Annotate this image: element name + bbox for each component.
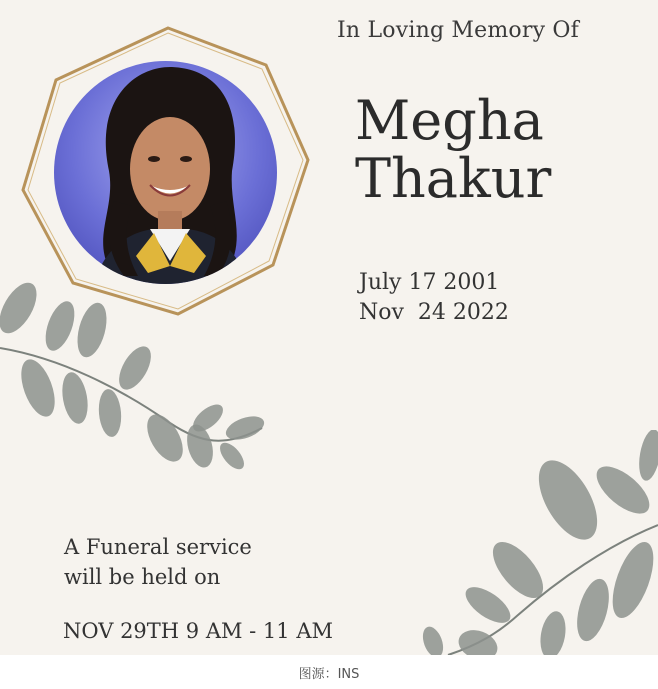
memorial-heading: In Loving Memory Of (337, 18, 579, 43)
image-source-caption: 图源：INS (0, 655, 658, 689)
service-line-1: A Funeral service (64, 535, 252, 559)
name-first: Megha (355, 89, 544, 152)
life-dates (359, 268, 509, 328)
portrait-photo (54, 61, 277, 284)
eucalyptus-branch-left-icon (0, 278, 270, 478)
birth-date: July 17 2001 (359, 270, 500, 295)
service-line-2: will be held on (64, 565, 221, 589)
death-date: Nov 24 2022 (359, 300, 509, 325)
service-announcement (64, 532, 252, 592)
eucalyptus-branch-right-icon (418, 430, 658, 655)
deceased-name (355, 89, 552, 210)
service-datetime: NOV 29TH 9 AM - 11 AM (63, 619, 333, 643)
name-last: Thakur (355, 147, 552, 210)
